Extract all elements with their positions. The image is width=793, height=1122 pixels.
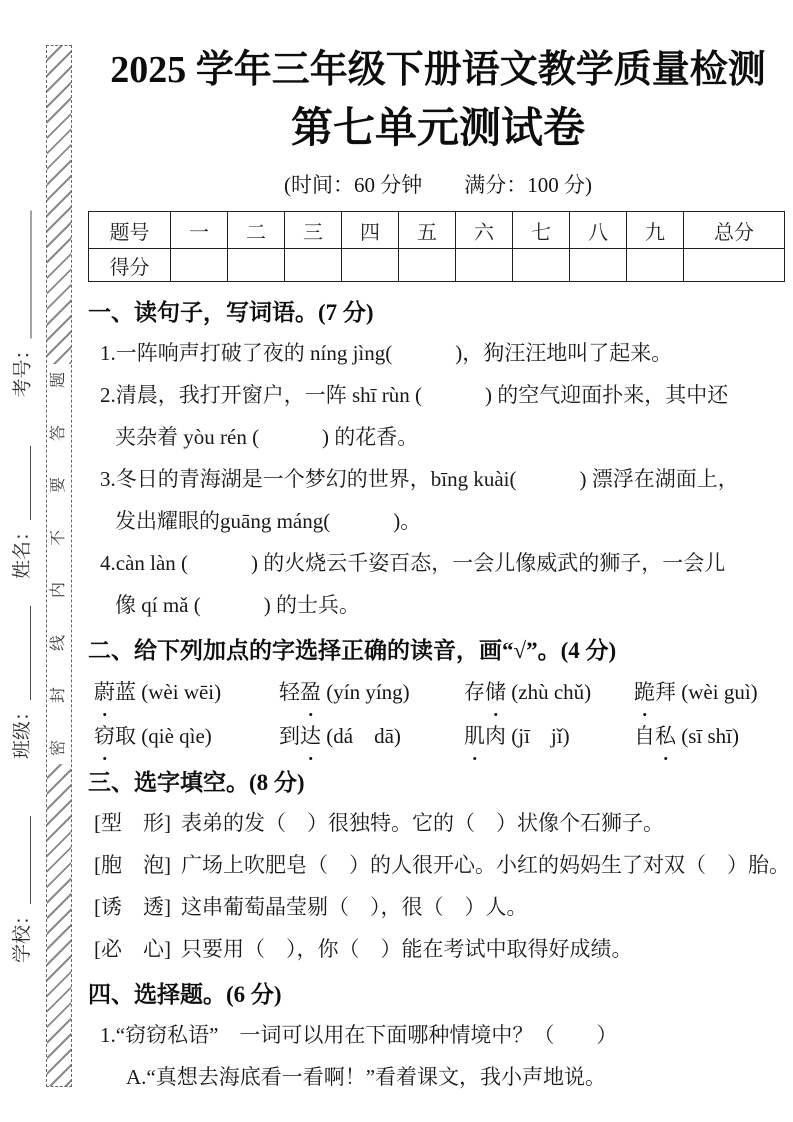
total-score-header: 总分 [684,212,785,249]
school-label: 学校： [12,905,33,963]
character-options: [型 形] [94,811,171,835]
section-1-item-2-cont: 夹杂着 yòu rén ( ) 的花香。 [115,425,419,449]
class-field [10,577,36,759]
section-1-item-4: 4.càn làn ( ) 的火烧云千姿百态，一会儿像威武的狮子，一会儿 [100,551,726,575]
dotted-character: 储 [485,670,506,714]
dotted-character: 盈 [300,670,321,714]
col-header: 九 [627,212,684,249]
word-entry: 存储 (zhù chǔ) [464,670,634,714]
section-1-item-3-cont: 发出耀眼的guāng máng( )。 [115,509,422,533]
pinyin-choice-row [88,670,788,714]
seal-char: 不 [49,529,67,546]
section-1-item-1: 1.一阵响声打破了夜的 níng jìng( )，狗汪汪地叫了起来。 [100,341,673,365]
exam-number-blank-line [16,210,31,338]
seal-line-text [47,364,71,764]
seal-char: 线 [49,634,67,651]
col-header: 四 [342,212,399,249]
table-row [89,249,785,282]
score-cell [171,249,228,282]
section-1-item-4-cont: 像 qí mǎ ( ) 的士兵。 [115,593,360,617]
dotted-character: 私 [655,714,676,758]
seal-char: 题 [49,371,67,389]
exam-number-field [11,183,37,398]
score-cell [285,249,342,282]
table-row [89,212,785,249]
score-cell [228,249,285,282]
paper-title: 2025 学年三年级下册语文教学质量检测 [110,49,766,91]
section-1-item-3: 3.冬日的青海湖是一个梦幻的世界，bīng kuài( ) 漂浮在湖面上， [100,467,739,491]
fill-in-sentence: 只要用（ ），你（ ）能在考试中取得好成绩。 [181,937,633,961]
section-4-heading: 四、选择题。(6 分) [88,982,282,1007]
seal-hatch-top [47,46,71,364]
seal-char: 答 [49,424,67,441]
section-2-heading: 二、给下列加点的字选择正确的读音，画“√”。(4 分) [88,638,617,663]
seal-char: 密 [49,739,67,756]
seal-char: 内 [49,582,67,599]
question-number-header: 题号 [89,212,171,249]
seal-char: 封 [49,687,67,704]
score-cell [570,249,627,282]
dotted-character: 达 [300,714,321,758]
word-entry: 蔚蓝 (wèi wēi) [94,670,279,714]
student-name-field [10,419,36,579]
class-label: 班级： [12,701,33,759]
score-cell [513,249,570,282]
school-field [10,787,36,963]
section-1-item-2: 2.清晨，我打开窗户，一阵 shī rùn ( ) 的空气迎面扑来，其中还 [100,383,729,407]
student-name-blank-line [16,446,31,520]
word-entry: 到达 (dá dā) [279,714,464,758]
class-blank-line [16,606,31,700]
score-cell [399,249,456,282]
score-table [88,211,785,282]
score-row-label: 得分 [89,249,171,282]
seal-line-strip [46,45,72,1087]
word-entry: 窃取 (qiè qìe) [94,714,279,758]
dotted-character: 窃 [94,714,115,758]
fill-in-sentence: 广场上吹肥皂（ ）的人很开心。小红的妈妈生了对双（ ）胎。 [181,853,790,877]
score-cell [342,249,399,282]
word-entry: 跪拜 (wèi guì) [634,670,788,714]
section-1-heading: 一、读句子，写词语。(7 分) [88,300,374,325]
section-4-option-a: A.“真想去海底看一看啊！”看着课文，我小声地说。 [126,1065,607,1089]
student-name-label: 姓名： [12,521,33,579]
seal-hatch-bottom [47,764,71,1086]
dotted-character: 肌 [464,714,485,758]
total-score-cell [684,249,785,282]
dotted-character: 跪 [634,670,655,714]
fill-in-sentence: 这串葡萄晶莹剔（ ），很（ ）人。 [181,895,528,919]
section-3-heading: 三、选字填空。(8 分) [88,770,305,795]
character-options: [胞 泡] [94,853,171,877]
score-cell [627,249,684,282]
fill-in-item [88,928,788,970]
character-options: [诱 透] [94,895,171,919]
dotted-character: 蔚 [94,670,115,714]
pinyin-choice-row [88,714,788,758]
col-header: 二 [228,212,285,249]
character-options: [必 心] [94,937,171,961]
word-entry: 轻盈 (yín yíng) [279,670,464,714]
col-header: 三 [285,212,342,249]
fill-in-item [88,802,788,844]
paper-content [88,38,788,1098]
fill-in-item [88,886,788,928]
col-header: 八 [570,212,627,249]
paper-subtitle: 第七单元测试卷 [290,106,585,152]
col-header: 六 [456,212,513,249]
school-blank-line [16,816,31,904]
word-entry: 自私 (sī shī) [634,714,788,758]
seal-char: 要 [49,477,67,494]
col-header: 一 [171,212,228,249]
fill-in-sentence: 表弟的发（ ）很独特。它的（ ）状像个石狮子。 [181,811,664,835]
col-header: 七 [513,212,570,249]
col-header: 五 [399,212,456,249]
fill-in-item [88,844,788,886]
exam-number-label: 考号： [12,340,34,398]
score-cell [456,249,513,282]
section-4-question-1: 1.“窃窃私语” 一词可以用在下面哪种情境中？（ ） [100,1023,618,1047]
time-and-score-info: (时间：60 分钟 满分：100 分) [284,173,592,197]
word-entry: 肌肉 (jī jǐ) [464,714,634,758]
